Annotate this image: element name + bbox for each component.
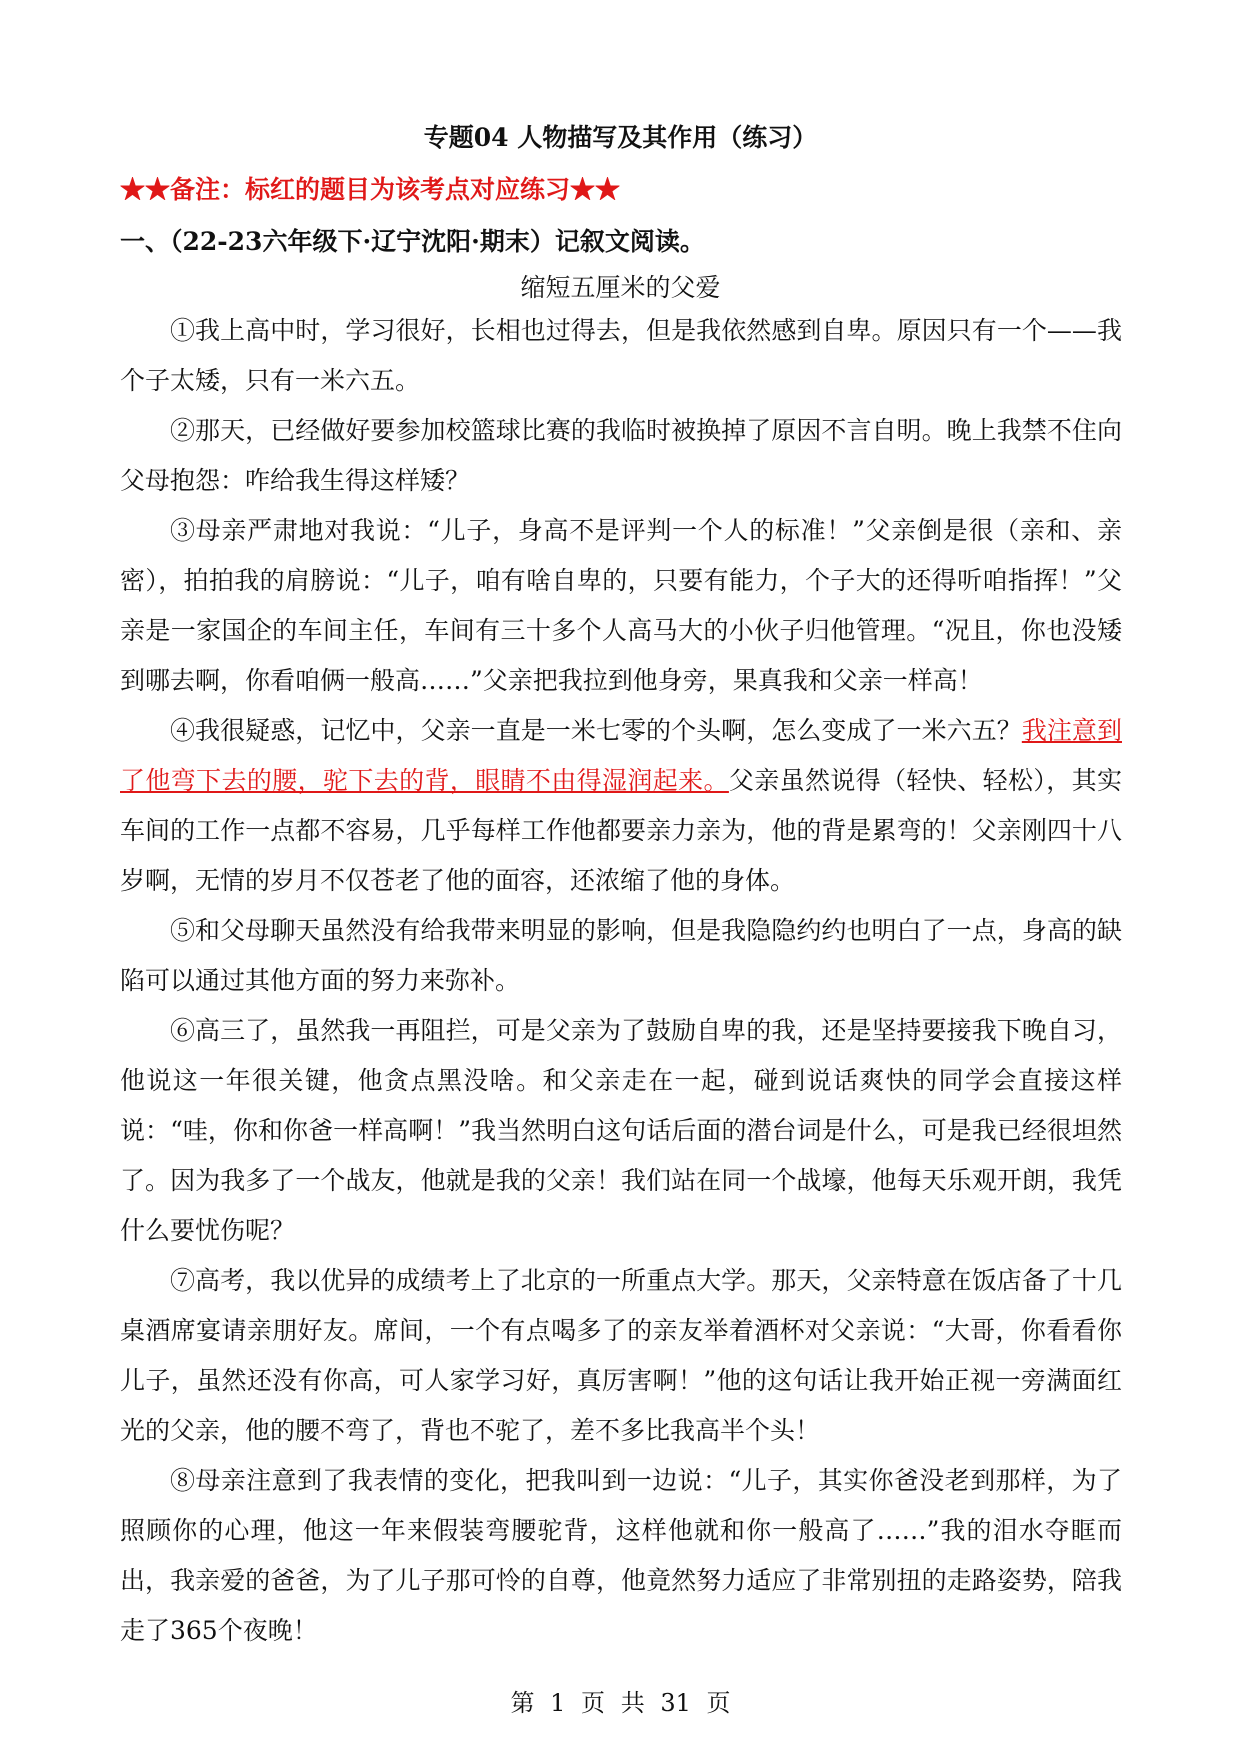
question-heading: 一、（22-23六年级下·辽宁沈阳·期末）记叙文阅读。 — [120, 227, 705, 256]
paragraph-2: ②那天，已经做好要参加校篮球比赛的我临时被换掉了原因不言自明。晚上我禁不住向父母抱怨：咋给我生得这样矮？ — [120, 416, 1122, 495]
highlighted-sentence: 我注意到了他弯下去的腰，驼下去的背，眼睛不由得湿润起来。 — [120, 716, 1122, 795]
paragraph-5: ⑤和父母聊天虽然没有给我带来明显的影响，但是我隐隐约约也明白了一点，身高的缺陷可以通过其他方面的努力来弥补。 — [120, 916, 1122, 995]
page-footer — [0, 1683, 1241, 1718]
paragraph-4 — [120, 706, 1122, 906]
paragraph-3: ③母亲严肃地对我说：“儿子，身高不是评判一个人的标准！”父亲倒是很（亲和、亲密），拍拍我的肩膀说：“儿子，咱有啥自卑的，只要有能力，个子大的还得听咱指挥！”父亲是一家国企的车间主任，车间有三十多个人高马大的小伙子归他管理。“况且，你也没矮到哪去啊，你看咱俩一般高……”父亲把我拉到他身旁，果真我和父亲一样高！ — [120, 516, 1122, 695]
footer-label-gong: 共 — [620, 1689, 645, 1717]
article-title: 缩短五厘米的父爱 — [520, 273, 721, 302]
article-body — [120, 306, 1122, 1656]
paragraph-7: ⑦高考，我以优异的成绩考上了北京的一所重点大学。那天，父亲特意在饭店备了十几桌酒席宴请亲朋好友。席间，一个有点喝多了的亲友举着酒杯对父亲说：“大哥，你看看你儿子，虽然还没有你高，可人家学习好，真厉害啊！”他的这句话让我开始正视一旁满面红光的父亲，他的腰不弯了，背也不驼了，差不多比我高半个头！ — [120, 1266, 1122, 1445]
paragraph-6: ⑥高三了，虽然我一再阻拦，可是父亲为了鼓励自卑的我，还是坚持要接我下晚自习，他说这一年很关键，他贪点黑没啥。和父亲走在一起，碰到说话爽快的同学会直接这样说：“哇，你和你爸一样高啊！”我当然明白这句话后面的潜台词是什么，可是我已经很坦然了。因为我多了一个战友，他就是我的父亲！我们站在同一个战壕，他每天乐观开朗，我凭什么要忧伤呢？ — [120, 1016, 1122, 1245]
footer-label-di: 第 — [510, 1689, 535, 1717]
paragraph-1: ①我上高中时，学习很好，长相也过得去，但是我依然感到自卑。原因只有一个——我个子太矮，只有一米六五。 — [120, 316, 1122, 395]
paragraph-4-end: 父亲虽然说得（轻快、轻松），其实车间的工作一点都不容易，几乎每样工作他都要亲力亲为，他的背是累弯的！父亲刚四十八岁啊，无情的岁月不仅苍老了他的面容，还浓缩了他的身体。 — [120, 766, 1122, 895]
footer-page-number: 1 — [550, 1689, 566, 1717]
footer-label-ye-2: 页 — [706, 1689, 731, 1717]
note-line: ★★备注：标红的题目为该考点对应练习★★ — [120, 175, 621, 204]
paragraph-4-start: ④我很疑惑，记忆中，父亲一直是一米七零的个头啊，怎么变成了一米六五？ — [170, 716, 1022, 745]
footer-label-ye: 页 — [581, 1689, 606, 1717]
page-title: 专题04 人物描写及其作用（练习） — [423, 123, 818, 152]
footer-total-pages: 31 — [660, 1689, 691, 1717]
paragraph-8: ⑧母亲注意到了我表情的变化，把我叫到一边说：“儿子，其实你爸没老到那样，为了照顾你的心理，他这一年来假装弯腰驼背，这样他就和你一般高了……”我的泪水夺眶而出，我亲爱的爸爸，为了儿子那可怜的自尊，他竟然努力适应了非常别扭的走路姿势，陪我走了365个夜晚！ — [120, 1466, 1122, 1645]
